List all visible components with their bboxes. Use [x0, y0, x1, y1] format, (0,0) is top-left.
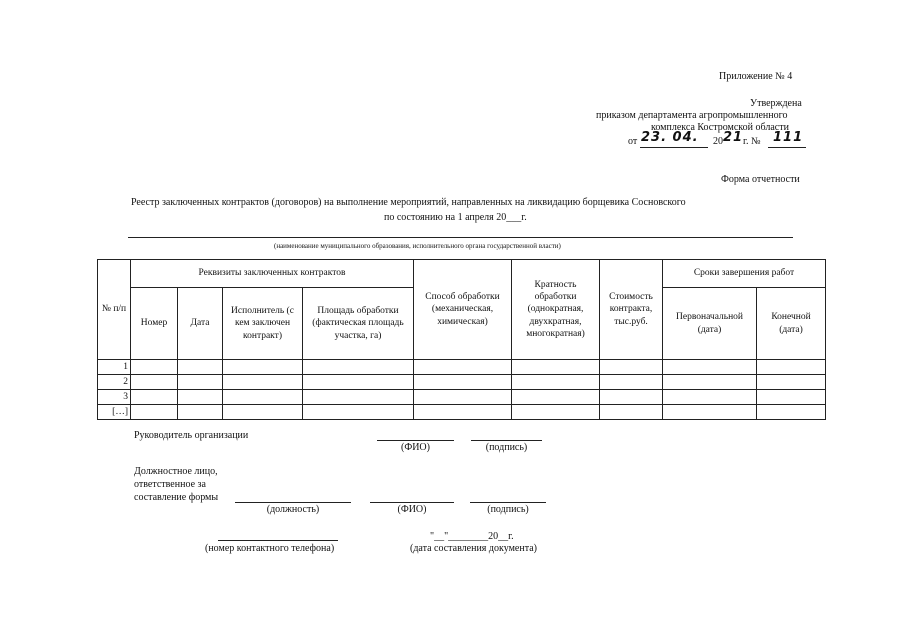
date-underline — [640, 147, 708, 148]
official-fio-caption: (ФИО) — [397, 504, 427, 515]
head-fio-caption: (ФИО) — [400, 442, 430, 453]
col-final-header: Конечной (дата) — [757, 288, 826, 360]
head-label: Руководитель организации — [134, 430, 249, 441]
col-method-header: Способ обработки (механическая, химическая) — [414, 260, 512, 360]
head-signature-line — [471, 440, 542, 441]
contracts-table — [97, 259, 826, 420]
position-line — [235, 502, 351, 503]
number-prefix: г. № — [743, 136, 761, 147]
number-underline — [768, 147, 806, 148]
col-num-header: № п/п — [98, 260, 131, 360]
group-deadline-header: Сроки завершения работ — [663, 260, 826, 288]
handwritten-number: 111 — [773, 130, 804, 145]
col-cost-header: Стоимость контракта, тыс.руб. — [600, 260, 663, 360]
official-line-2: ответственное за — [134, 479, 206, 490]
table-row — [98, 375, 826, 390]
group-contract-header: Реквизиты заключенных контрактов — [131, 260, 414, 288]
head-fio-line — [377, 440, 454, 441]
official-fio-line — [370, 502, 454, 503]
row-number: 1 — [98, 360, 131, 375]
phone-line — [218, 540, 338, 541]
official-line-1: Должностное лицо, — [134, 466, 218, 477]
form-label: Форма отчетности — [721, 174, 800, 185]
title-line-2: по состоянию на 1 апреля 20___г. — [384, 212, 527, 223]
col-executor-header: Исполнитель (с кем заключен контракт) — [223, 288, 303, 360]
org-caption: (наименование муниципального образования, исполнительного органа государственной власти) — [274, 242, 561, 250]
head-signature-caption: (подпись) — [485, 442, 528, 453]
date-blank: "__"________20__г. — [430, 531, 514, 542]
org-name-underline — [128, 237, 793, 238]
phone-caption: (номер контактного телефона) — [205, 543, 335, 554]
row-number: 3 — [98, 390, 131, 405]
approved-label: Утверждена — [750, 98, 802, 109]
table-row — [98, 405, 826, 420]
year-prefix: 20 — [713, 136, 723, 147]
order-line-2: комплекса Костромской области — [651, 122, 789, 133]
order-line-1: приказом департамента агропромышленного — [596, 110, 788, 121]
official-signature-line — [470, 502, 546, 503]
position-caption: (должность) — [266, 504, 320, 515]
col-initial-header: Первоначальной (дата) — [663, 288, 757, 360]
title-line-1: Реестр заключенных контрактов (договоров) на выполнение мероприятий, направленных на ликвидацию борщевика Сосновского — [131, 197, 686, 208]
appendix-label: Приложение № 4 — [719, 71, 793, 82]
date-prefix: от — [628, 136, 638, 147]
col-date-header: Дата — [178, 288, 223, 360]
handwritten-date: 23. 04. — [641, 130, 699, 145]
official-line-3: составление формы — [134, 492, 219, 503]
handwritten-year: 21 — [723, 130, 744, 145]
table-row — [98, 390, 826, 405]
col-freq-header: Кратность обработки (однократная, двухкратная, многократная) — [512, 260, 600, 360]
table-row — [98, 360, 826, 375]
row-number: […] — [98, 405, 131, 420]
doc-date-caption: (дата составления документа) — [410, 543, 537, 554]
col-number-header: Номер — [131, 288, 178, 360]
row-number: 2 — [98, 375, 131, 390]
official-signature-caption: (подпись) — [487, 504, 529, 515]
col-area-header: Площадь обработки (фактическая площадь участка, га) — [303, 288, 414, 360]
